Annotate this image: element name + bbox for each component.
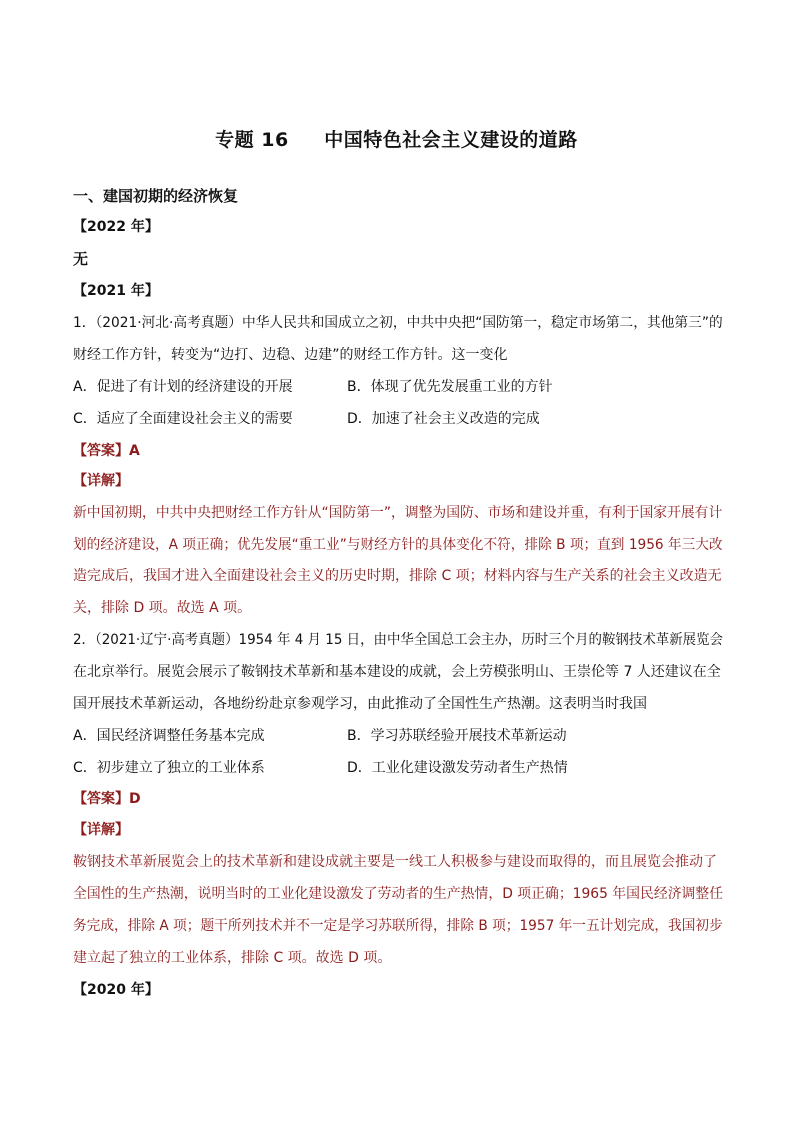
question-1-explanation-line-2: 划的经济建设，A 项正确；优先发展“重工业”与财经方针的具体变化不符，排除 B 项；直到 1956 年三大改 bbox=[73, 537, 723, 553]
question-2-option-d: D．工业化建设激发劳动者生产热情 bbox=[347, 760, 568, 776]
question-1-option-b: B．体现了优先发展重工业的方针 bbox=[347, 379, 553, 395]
no-question-text: 无 bbox=[73, 250, 89, 268]
question-2-line-3: 国开展技术革新运动，各地纷纷赴京参观学习，由此推动了全国性生产热潮。这表明当时我国 bbox=[73, 696, 647, 712]
year-heading-2020: 【2020 年】 bbox=[73, 982, 159, 998]
question-1-explanation-line-1: 新中国初期，中共中央把财经工作方针从“国防第一”，调整为国防、市场和建设并重，有利于国家开展有计 bbox=[73, 505, 723, 521]
question-1-explanation-line-3: 造完成后，我国才进入全面建设社会主义的历史时期，排除 C 项；材料内容与生产关系的社会主义改造无 bbox=[73, 568, 722, 584]
question-2-answer: 【答案】D bbox=[73, 791, 141, 807]
question-1-option-c: C．适应了全面建设社会主义的需要 bbox=[73, 411, 293, 427]
question-2-explanation-line-2: 全国性的生产热潮，说明当时的工业化建设激发了劳动者的生产热情，D 项正确；1965 年国民经济调整任 bbox=[73, 886, 724, 902]
question-2-option-b: B．学习苏联经验开展技术革新运动 bbox=[347, 728, 567, 744]
question-2-line-2: 在北京举行。展览会展示了鞍钢技术革新和基本建设的成就，会上劳模张明山、王崇伦等 7 人还建议在全 bbox=[73, 664, 721, 680]
question-2-explanation-line-1: 鞍钢技术革新展览会上的技术革新和建设成就主要是一线工人积极参与建设而取得的，而且展览会推动了 bbox=[73, 854, 717, 870]
question-2-line-1: 2．（2021·辽宁·高考真题）1954 年 4 月 15 日，由中华全国总工会主办，历时三个月的鞍钢技术革新展览会 bbox=[73, 632, 723, 648]
question-2-option-c: C．初步建立了独立的工业体系 bbox=[73, 760, 265, 776]
question-2-explanation-line-4: 建立起了独立的工业体系，排除 C 项。故选 D 项。 bbox=[73, 950, 392, 966]
question-2-option-a: A．国民经济调整任务基本完成 bbox=[73, 728, 265, 744]
question-1-line-1: 1．（2021·河北·高考真题）中华人民共和国成立之初，中共中央把“国防第一，稳定市场第二，其他第三”的 bbox=[73, 315, 723, 331]
question-1-detail-heading: 【详解】 bbox=[73, 473, 129, 489]
section-heading: 一、建国初期的经济恢复 bbox=[73, 187, 239, 205]
question-2-explanation-line-3: 务完成，排除 A 项；题干所列技术并不一定是学习苏联所得，排除 B 项；1957 年一五计划完成，我国初步 bbox=[73, 918, 723, 934]
question-2-detail-heading: 【详解】 bbox=[73, 822, 129, 838]
question-1-explanation-line-4: 关，排除 D 项。故选 A 项。 bbox=[73, 600, 252, 616]
question-1-answer: 【答案】A bbox=[73, 443, 140, 459]
year-heading-2021: 【2021 年】 bbox=[73, 283, 159, 299]
year-heading-2022: 【2022 年】 bbox=[73, 219, 159, 235]
page-title: 专题 16 中国特色社会主义建设的道路 bbox=[215, 129, 578, 151]
question-1-option-d: D．加速了社会主义改造的完成 bbox=[347, 411, 540, 427]
question-1-option-a: A．促进了有计划的经济建设的开展 bbox=[73, 379, 293, 395]
question-1-line-2: 财经工作方针，转变为“边打、边稳、边建”的财经工作方针。这一变化 bbox=[73, 347, 508, 363]
